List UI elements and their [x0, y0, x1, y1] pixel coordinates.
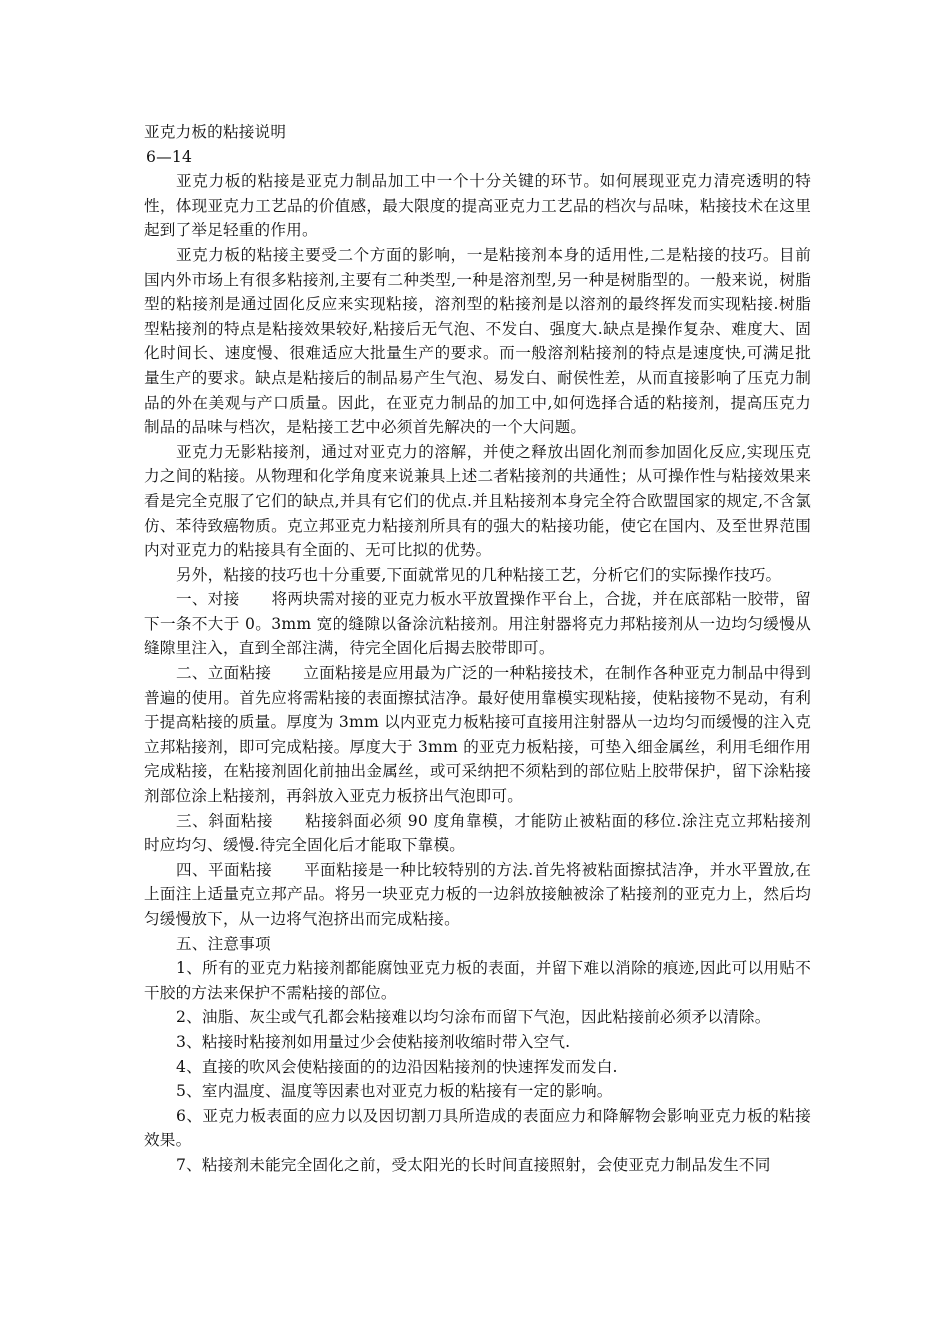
- method-paragraph: [144, 858, 811, 932]
- document-date: 6—14: [146, 147, 193, 166]
- method-heading: 三、斜面粘接: [176, 811, 274, 830]
- note-item: 3、粘接时粘接剂如用量过少会使粘接剂收缩时带入空气.: [176, 1032, 571, 1051]
- method-text: 粘接斜面必须 90 度角靠模，才能防止被粘面的移位.涂注克立邦粘接剂时应均匀、缓慢.待完全固化后才能取下靠模。: [144, 811, 812, 855]
- note-item: 5、室内温度、温度等因素也对亚克力板的粘接有一定的影响。: [176, 1082, 613, 1101]
- note-item: 4、直接的吹风会使粘接面的的边沿因粘接剂的快速挥发而发白.: [176, 1057, 618, 1076]
- method-text: 将两块需对接的亚克力板水平放置操作平台上，合拢，并在底部粘一胶带，留下一条不大于 0。3mm 宽的缝隙以备涂沆粘接剂。用注射器将克力邦粘接剂从一边均匀缓慢从缝隙里注入，直到全部注满，待完全固化后揭去胶带即可。: [144, 590, 811, 658]
- method-paragraph: [144, 587, 811, 661]
- intro-paragraph: 亚克力板的粘接是亚克力制品加工中一个十分关键的环节。如何展现亚克力清亮透明的特性，体现亚克力工艺品的价值感，最大限度的提高亚克力工艺品的档次与品味，粘接技术在这里起到了举足轻重的作用。: [144, 172, 811, 240]
- intro-paragraph: 亚克力无影粘接剂，通过对亚克力的溶解，并使之释放出固化剂而参加固化反应,实现压克力之间的粘接。从物理和化学角度来说兼具上述二者粘接剂的共通性；从可操作性与粘接效果来看是完全克服了它们的缺点,并具有它们的优点.并且粘接剂本身完全符合欧盟国家的规定,不含氯仿、苯待致癌物质。克立邦亚克力粘接剂所具有的强大的粘接功能，使它在国内、及至世界范围内对亚克力的粘接具有全面的、无可比拟的优势。: [144, 442, 811, 560]
- method-text: 平面粘接是一种比较特别的方法.首先将被粘面擦拭洁净，并水平置放,在上面注上适量克立邦产品。将另一块亚克力板的一边斜放接触被涂了粘接剂的亚克力上，然后均匀缓慢放下，从一边将气泡挤出而完成粘接。: [144, 860, 811, 928]
- note-item: 7、粘接剂未能完全固化之前，受太阳光的长时间直接照射，会使亚克力制品发生不同: [176, 1155, 771, 1174]
- note-item: 6、亚克力板表面的应力以及因切割刀具所造成的表面应力和降解物会影响亚克力板的粘接效果。: [144, 1106, 811, 1150]
- method-heading: 二、立面粘接: [176, 664, 272, 683]
- method-text: 立面粘接是应用最为广泛的一种粘接技术，在制作各种亚克力制品中得到普遍的使用。首先应将需粘接的表面擦拭洁净。最好使用靠模实现粘接，使粘接物不晃动，有利于提高粘接的质量。厚度为 3mm 以内亚克力板粘接可直接用注射器从一边均匀而缓慢的注入克立邦粘接剂，即可完成粘接。厚度大于 3mm 的亚克力板粘接，可垫入细金属丝，利用毛细作用完成粘接，在粘接剂固化前抽出金属丝，或可采纳把不须粘到的部位贴上胶带保护，留下涂粘接剂部位涂上粘接剂，再斜放入亚克力板挤出气泡即可。: [144, 664, 812, 806]
- intro-paragraph: 亚克力板的粘接主要受二个方面的影响，一是粘接剂本身的适用性,二是粘接的技巧。目前国内外市场上有很多粘接剂,主要有二种类型,一种是溶剂型,另一种是树脂型的。一般来说，树脂型的粘接剂是通过固化反应来实现粘接，溶剂型的粘接剂是以溶剂的最终挥发而实现粘接.树脂型粘接剂的特点是粘接效果较好,粘接后无气泡、不发白、强度大.缺点是操作复杂、难度大、固化时间长、速度慢、很难适应大批量生产的要求。而一般溶剂粘接剂的特点是速度快,可满足批量生产的要求。缺点是粘接后的制品易产生气泡、易发白、耐侯性差，从而直接影响了压克力制品的外在美观与产口质量。因此，在亚克力制品的加工中,如何选择合适的粘接剂，提高压克力制品的品味与档次，是粘接工艺中必须首先解决的一个大问题。: [144, 245, 811, 437]
- document-page: [144, 120, 811, 1178]
- method-heading: 一、对接: [176, 590, 240, 609]
- method-paragraph: [144, 809, 811, 858]
- note-item: 1、所有的亚克力粘接剂都能腐蚀亚克力板的表面，并留下难以消除的痕迹,因此可以用贴不干胶的方法来保护不需粘接的部位。: [144, 959, 811, 1002]
- method-paragraph: [144, 661, 811, 809]
- method-heading: 四、平面粘接: [176, 860, 273, 879]
- note-item: 2、油脂、灰尘或气孔都会粘接难以均匀涂布而留下气泡，因此粘接前必须矛以清除。: [176, 1008, 771, 1027]
- intro-paragraph: 另外，粘接的技巧也十分重要,下面就常见的几种粘接工艺，分析它们的实际操作技巧。: [176, 565, 782, 584]
- notes-heading: 五、注意事项: [176, 934, 271, 953]
- document-title: 亚克力板的粘接说明: [144, 123, 287, 141]
